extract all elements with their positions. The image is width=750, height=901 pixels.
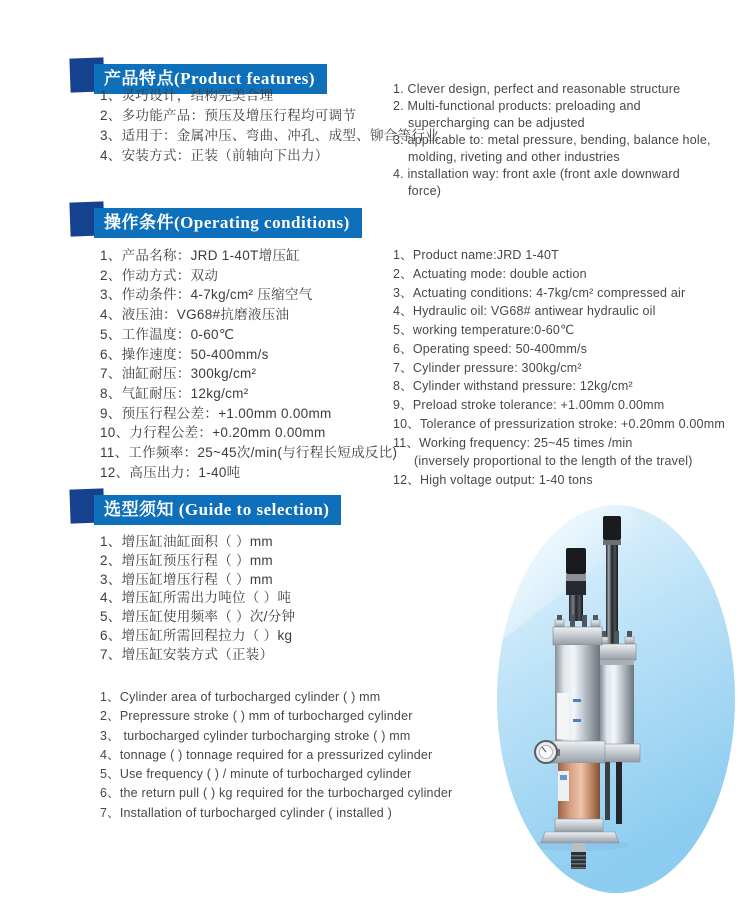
selection-list-en <box>100 688 452 823</box>
list-item: 11、工作频率：25~45次/min(与行程长短成反比) <box>100 445 398 461</box>
list-item: 7、Installation of turbocharged cylinder ( installed ) <box>100 805 392 820</box>
list-item: 4、Hydraulic oil: VG68# antiwear hydraulic oil <box>393 304 656 319</box>
list-item: 6、the return pull ( ) kg required for the turbocharged cylinder <box>100 786 453 801</box>
list-item: 6、Operating speed: 50-400mm/s <box>393 341 588 356</box>
section-title-selection: 选型须知 (Guide to selection) <box>94 495 341 525</box>
list-item: 1、Cylinder area of turbocharged cylinder ( ) mm <box>100 690 381 704</box>
list-item: 4、增压缸所需出力吨位（ ）吨 <box>100 590 292 606</box>
list-item: 4、安装方式：正装（前轴向下出力） <box>100 148 329 163</box>
list-item: 7、Cylinder pressure: 300kg/cm² <box>393 360 582 375</box>
list-item: 2、Prepressure stroke ( ) mm of turbocharged cylinder <box>100 709 413 724</box>
list-item: 3、增压缸增压行程（ ）mm <box>100 571 273 587</box>
list-item: 12、高压出力：1-40吨 <box>100 464 241 480</box>
list-item: 3、 turbocharged cylinder turbocharging stroke ( ) mm <box>100 728 411 743</box>
list-item: 6、增压缸所需回程拉力（ ）kg <box>100 627 293 643</box>
list-item-continuation: supercharging can be adjusted <box>408 116 585 130</box>
list-item: 2、增压缸预压行程（ ）mm <box>100 552 273 568</box>
list-item: 2. Multi-functional products: preloading and <box>393 99 641 113</box>
list-item-continuation: molding, riveting and other industries <box>408 150 620 164</box>
list-item: 2、作动方式：双动 <box>100 267 219 283</box>
list-item: 7、增压缸安装方式（正装） <box>100 646 274 662</box>
operating-list-en <box>393 246 725 490</box>
list-item: 11、Working frequency: 25~45 times /min <box>393 435 633 450</box>
operating-list-zh <box>100 246 397 482</box>
list-item: 5、增压缸使用频率（ ）次/分钟 <box>100 609 296 625</box>
features-list-zh <box>100 86 439 166</box>
section-header-operating <box>70 202 470 244</box>
section-title-operating: 操作条件(Operating conditions) <box>94 208 362 238</box>
list-item: 4、tonnage ( ) tonnage required for a pressurized cylinder <box>100 747 433 762</box>
selection-list-zh <box>100 533 295 665</box>
product-photo <box>495 503 737 895</box>
features-list-en <box>393 81 711 200</box>
list-item: 2、多功能产品：预压及增压行程均可调节 <box>100 108 357 123</box>
list-item: 1、产品名称：JRD 1-40T增压缸 <box>100 248 300 263</box>
list-item: 12、High voltage output: 1-40 tons <box>393 473 593 487</box>
section-header-selection <box>70 489 470 531</box>
list-item: 6、操作速度：50-400mm/s <box>100 346 269 362</box>
list-item: 5、Use frequency ( ) / minute of turbocharged cylinder <box>100 767 412 782</box>
list-item: 1. Clever design, perfect and reasonable structure <box>393 82 681 96</box>
list-item: 10、力行程公差：+0.20mm 0.00mm <box>100 425 326 441</box>
list-item: 3、Actuating conditions: 4-7kg/cm² compressed air <box>393 285 686 300</box>
list-item: 3、作动条件：4-7kg/cm² 压缩空气 <box>100 287 313 303</box>
list-item: 5、工作温度：0-60℃ <box>100 326 235 342</box>
list-item: 1、增压缸油缸面积（ ）mm <box>100 534 273 549</box>
list-item-continuation: (inversely proportional to the length of the travel) <box>414 454 693 469</box>
list-item: 3、适用于：金属冲压、弯曲、冲孔、成型、铆合等行业 <box>100 128 440 143</box>
list-item: 1、灵巧设计，结构完美合理 <box>100 88 274 103</box>
list-item: 1、Product name:JRD 1-40T <box>393 248 559 262</box>
list-item: 9、预压行程公差：+1.00mm 0.00mm <box>100 405 332 421</box>
list-item: 4、液压油：VG68#抗磨液压油 <box>100 307 290 323</box>
list-item: 5、working temperature:0-60℃ <box>393 323 575 337</box>
list-item: 10、Tolerance of pressurization stroke: +0.20mm 0.00mm <box>393 416 725 431</box>
list-item: 8、Cylinder withstand pressure: 12kg/cm² <box>393 379 633 394</box>
list-item: 7、油缸耐压：300kg/cm² <box>100 366 257 382</box>
list-item: 2、Actuating mode: double action <box>393 266 587 281</box>
section-title-features: 产品特点(Product features) <box>94 64 327 94</box>
list-item: 3. applicable to: metal pressure, bending, balance hole, <box>393 133 711 147</box>
list-item: 4. installation way: front axle (front axle downward <box>393 167 680 181</box>
list-item-continuation: force) <box>408 184 442 198</box>
list-item: 8、气缸耐压：12kg/cm² <box>100 385 249 401</box>
list-item: 9、Preload stroke tolerance: +1.00mm 0.00mm <box>393 398 665 412</box>
